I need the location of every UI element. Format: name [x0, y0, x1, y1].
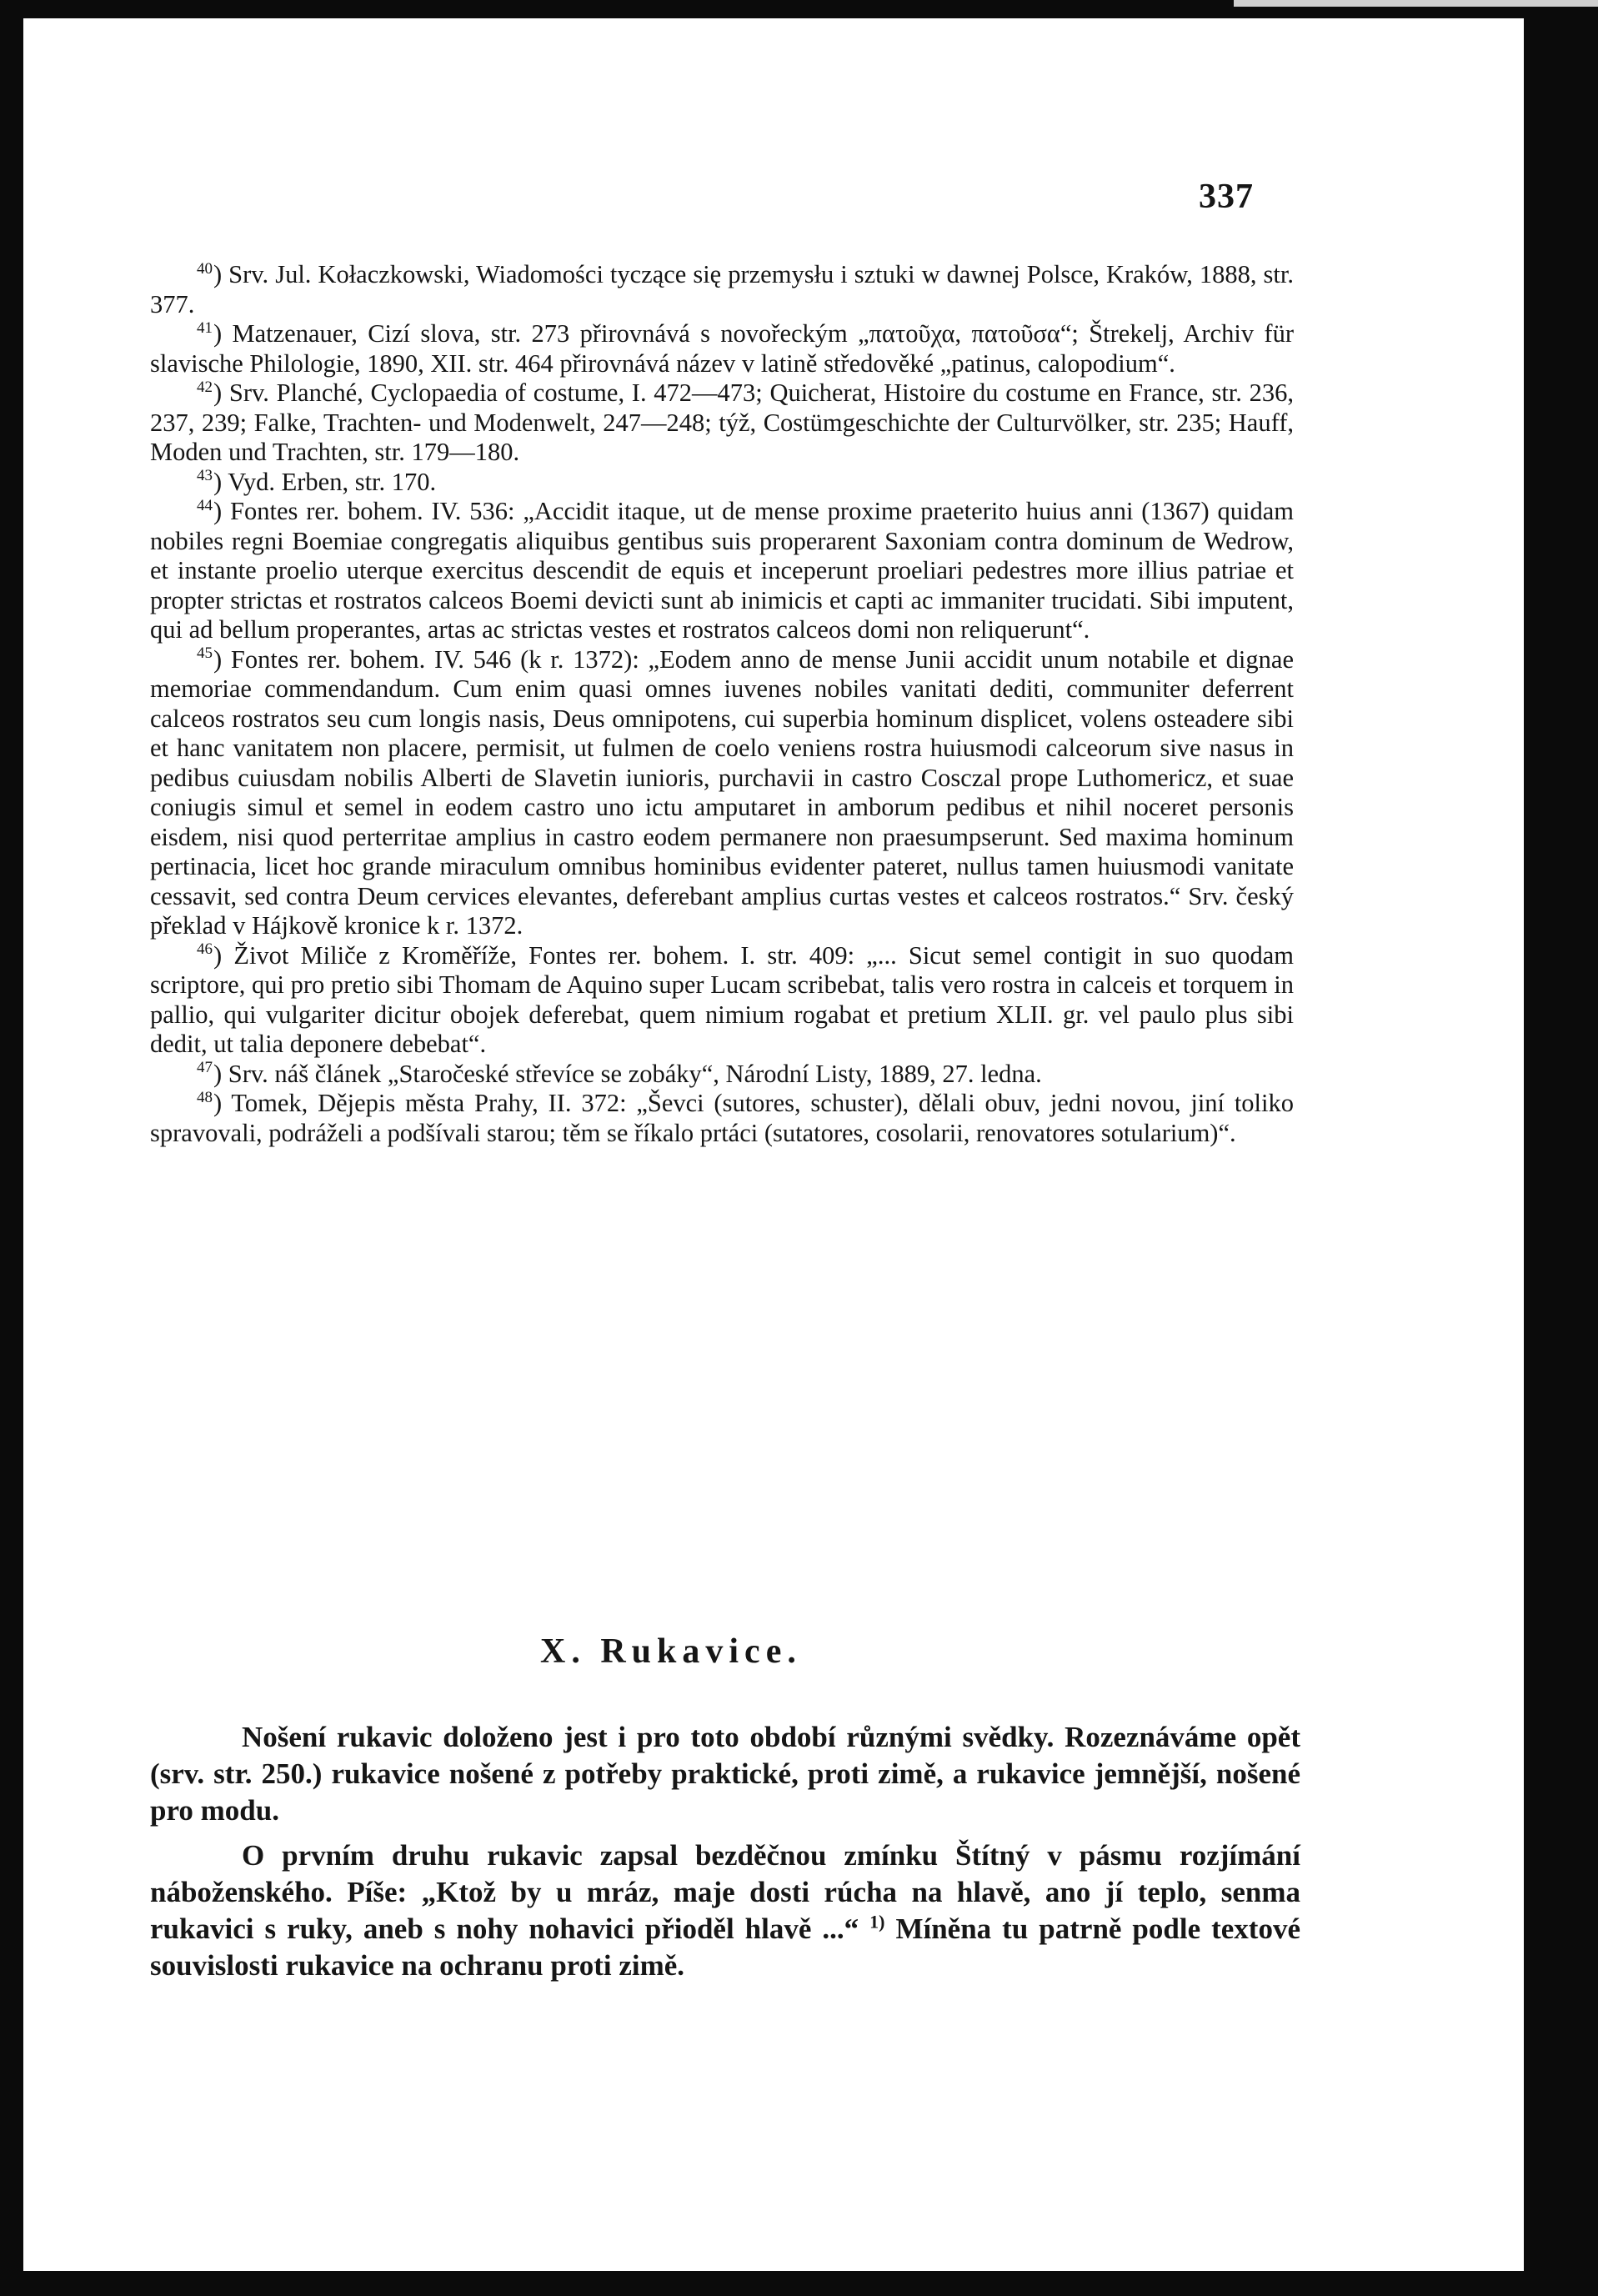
paragraph-text: O prvním druhu rukavic zapsal bezděčnou zmínku Štítný v pásmu rozjímání náboženského. Píše: „Ktož by u mráz, maje dosti rúcha na hlavě, ano jí teplo, senma rukavici s ruky, aneb s nohy nohavici přioděl hlavě ...“ — [150, 1839, 1300, 1945]
scan-edge — [1234, 0, 1598, 7]
footnote-number: 46 — [197, 940, 213, 959]
footnote-number: 40 — [197, 259, 213, 278]
footnote-number: 42 — [197, 378, 213, 396]
footnotes — [150, 260, 1294, 1148]
footnote-text: Fontes rer. bohem. IV. 536: „Accidit itaque, ut de mense proxime praeterito huius anni (1367) quidam nobiles regni Boemiae congregatis aliquibus gentibus suis properarent Saxoniam contra dominum de Wedrow, et instante proelio uterque exercitus descendit de equis et inceperunt proeliari pedestres more illius patriae et propter strictas et rostratos calceos Boemi devicti sunt ab inimicis et capti ac immaniter trucidati. Sibi imputent, qui ad bellum properantes, artas ac strictas vestes et rostratos calceos domi non reliquerunt“. — [150, 497, 1294, 644]
footnote-number: 43 — [197, 467, 213, 485]
body-text — [150, 1719, 1300, 1993]
section-title: X. Rukavice. — [540, 1632, 802, 1671]
footnote-ref: 1) — [869, 1911, 885, 1933]
footnote-46: $^{46}$) Život Miliče z Kroměříže, Fontes rer. bohem. I. str. 409: „... Sicut semel contigit in suo quodam scriptore, qui pro pretio sibi Thomam de Aquino super Lucam scribebat, talis vero rostra in calceis et torquem in pallio, qui vulgariter dicitur obojek deferebat, quem nimium rogabat et pretium XLII. gr. vel paulo plus sibi dedit, ut talia deponere debebat“. — [150, 940, 1294, 1058]
footnote-41: $^{41}$) Matzenauer, Cizí slova, str. 273 přirovnává s novořeckým „πατοῦχα, πατοῦσα“; Štrekelj, Archiv für slavische Philologie, 1890, XII. str. 464 přirovnává název v latině středověké „patinus, calopodium“. — [150, 318, 1294, 378]
footnote-text: Srv. Planché, Cyclopaedia of costume, I. 472—473; Quicherat, Histoire du costume en France, str. 236, 237, 239; Falke, Trachten- und Modenwelt, 247—248; týž, Costümgeschichte der Culturvölker, str. 235; Hauff, Moden und Trachten, str. 179—180. — [150, 378, 1294, 466]
footnote-text: Srv. Jul. Kołaczkowski, Wiadomości tyczące się przemysłu i sztuki w dawnej Polsce, Kraków, 1888, str. 377. — [150, 260, 1294, 318]
paragraph-text: Nošení rukavic doloženo jest i pro toto období různými svědky. Rozeznáváme opět (srv. str. 250.) rukavice nošené z potřeby praktické, proti zimě, a rukavice jemnější, nošené pro modu. — [150, 1721, 1300, 1827]
footnote-number: 48 — [197, 1088, 213, 1106]
footnote-number: 44 — [197, 496, 213, 514]
footnote-42: $^{42}$) Srv. Planché, Cyclopaedia of costume, I. 472—473; Quicherat, Histoire du costume en France, str. 236, 237, 239; Falke, Trachten- und Modenwelt, 247—248; týž, Costümgeschichte der Culturvölker, str. 235; Hauff, Moden und Trachten, str. 179—180. — [150, 378, 1294, 466]
footnote-number: 47 — [197, 1059, 213, 1077]
footnote-ref-number: 1 — [869, 1911, 879, 1933]
footnote-48: $^{48}$) Tomek, Dějepis města Prahy, II. 372: „Ševci (sutores, schuster), dělali obuv, jedni novou, jiní toliko spravovali, podráželi a podšívali starou; těm se říkalo prtáci (sutatores, cosolarii, renovatores sotularium)“. — [150, 1088, 1295, 1147]
footnote-number: 45 — [197, 644, 213, 663]
footnote-45: $^{45}$) Fontes rer. bohem. IV. 546 (k r. 1372): „Eodem anno de mense Junii accidit unum notabile et dignae memoriae commendandum. Cum enim quasi omnes iuvenes nobiles vanitati dediti, communiter deferrent calceos rostratos seu cum longis nasis, Deus omnipotens, cui superbia hominum displicet, volens osteadere sibi et hanc vanitatem non placere, permisit, ut fulmen de coelo veniens rostra huiusmodi calceorum sive nasus in pedibus cuiusdam nobilis Alberti de Slavetin iunioris, purchavii in castro Cosczal prope Luthomericz, et suae coniugis simul et semel in eodem castro uno ictu amputaret in amborum pedibus et nihil noceret personis eisdem, nisi quod perterritae amplius in castro eodem permanere non praesumpserunt. Sed maxima hominum pertinacia, licet hoc grande miraculum omnibus hominibus evidenter pateret, nullus tamen huiusmodi vanitate cessavit, sed contra Deum cervices elevantes, deferebant amplius curtas vestes et calceos rostratos.“ Srv. český překlad v Hájkově kronice k r. 1372. — [150, 644, 1294, 940]
page-number: 337 — [1199, 178, 1254, 216]
footnote-text: Vyd. Erben, str. 170. — [228, 467, 437, 496]
paragraph — [150, 1719, 1300, 1829]
footnote-44: $^{44}$) Fontes rer. bohem. IV. 536: „Accidit itaque, ut de mense proxime praeterito huius anni (1367) quidam nobiles regni Boemiae congregatis aliquibus gentibus suis properarent Saxoniam contra dominum de Wedrow, et instante proelio uterque exercitus descendit de equis et inceperunt proeliari pedestres more illius patriae et propter strictas et rostratos calceos Boemi devicti sunt ab inimicis et capti ac immaniter trucidati. Sibi imputent, qui ad bellum properantes, artas ac strictas vestes et rostratos calceos domi non reliquerunt“. — [150, 496, 1294, 644]
footnote-text: Srv. náš článek „Staročeské střevíce se zobáky“, Národní Listy, 1889, 27. ledna. — [228, 1059, 1042, 1088]
footnote-43: $^{43}$) Vyd. Erben, str. 170. — [197, 467, 437, 496]
footnote-text: Život Miliče z Kroměříže, Fontes rer. bohem. I. str. 409: „... Sicut semel contigit in suo quodam scriptore, qui pro pretio sibi Thomam de Aquino super Lucam scribebat, talis vero rostra in calceis et torquem in pallio, qui vulgariter dicitur obojek deferebat, quem nimium rogabat et pretium XLII. gr. vel paulo plus sibi dedit, ut talia deponere debebat“. — [150, 940, 1294, 1058]
footnote-text: Tomek, Dějepis města Prahy, II. 372: „Ševci (sutores, schuster), dělali obuv, jedni novou, jiní toliko spravovali, podráželi a podšívali starou; těm se říkalo prtáci (sutatores, cosolarii, renovatores sotularium)“. — [150, 1089, 1295, 1147]
footnote-number: 41 — [197, 318, 213, 337]
footnote-40: $^{40}$) Srv. Jul. Kołaczkowski, Wiadomości tyczące się przemysłu i sztuki w dawnej Polsce, Kraków, 1888, str. 377. — [150, 259, 1294, 318]
book-page — [23, 18, 1524, 2271]
paragraph — [150, 1837, 1300, 1984]
footnote-text: Fontes rer. bohem. IV. 546 (k r. 1372): „Eodem anno de mense Junii accidit unum notabile et dignae memoriae commendandum. Cum enim quasi omnes iuvenes nobiles vanitati dediti, communiter deferrent calceos rostratos seu cum longis nasis, Deus omnipotens, cui superbia hominum displicet, volens osteadere sibi et hanc vanitatem non placere, permisit, ut fulmen de coelo veniens rostra huiusmodi calceorum sive nasus in pedibus cuiusdam nobilis Alberti de Slavetin iunioris, purchavii in castro Cosczal prope Luthomericz, et suae coniugis simul et semel in eodem castro uno ictu amputaret in amborum pedibus et nihil noceret personis eisdem, nisi quod perterritae amplius in castro eodem permanere non praesumpserunt. Sed maxima hominum pertinacia, licet hoc grande miraculum omnibus hominibus evidenter pateret, nullus tamen huiusmodi vanitate cessavit, sed contra Deum cervices elevantes, deferebant amplius curtas vestes et calceos rostratos.“ Srv. český překlad v Hájkově kronice k r. 1372. — [150, 644, 1294, 940]
paragraph-text-continued: Míněna tu patrně podle textové souvislosti rukavice na ochranu proti zimě. — [150, 1912, 1300, 1982]
footnote-text: Matzenauer, Cizí slova, str. 273 přirovnává s novořeckým „πατοῦχα, πατοῦσα“; Štrekelj, Archiv für slavische Philologie, 1890, XII. str. 464 přirovnává název v latině středověké „patinus, calopodium“. — [150, 319, 1294, 378]
footnote-47: $^{47}$) Srv. náš článek „Staročeské střevíce se zobáky“, Národní Listy, 1889, 27. ledna. — [197, 1059, 1042, 1088]
